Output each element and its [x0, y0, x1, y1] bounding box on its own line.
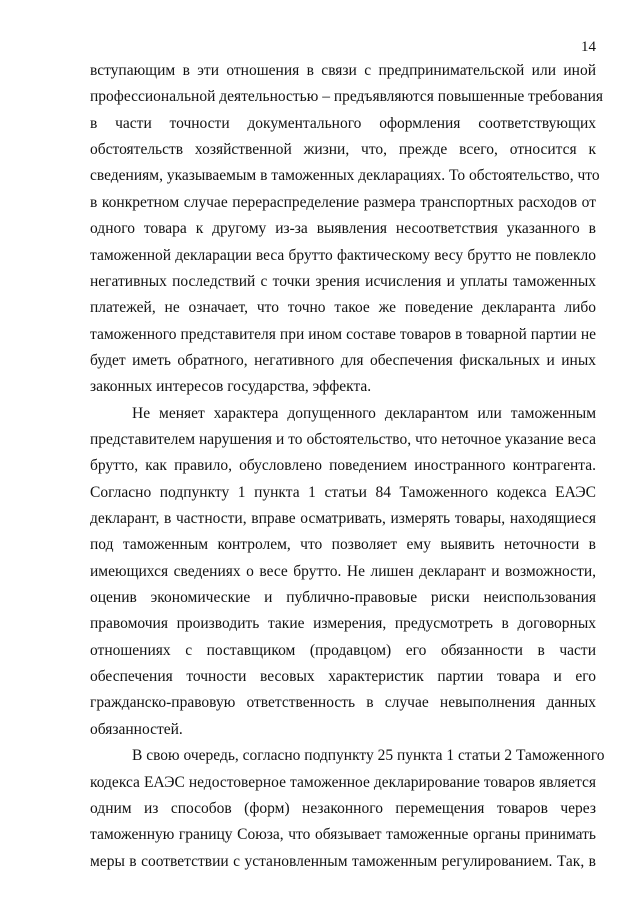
text-line: будет иметь обратного, негативного для обеспечения фискальных и иных	[90, 351, 596, 369]
text-line: законных интересов государства, эффекта.	[90, 378, 372, 396]
text-line: под таможенным контролем, что позволяет ему выявить неточности в	[90, 536, 596, 554]
text-line: сведениям, указываемым в таможенных декларациях. То обстоятельство, что	[90, 167, 600, 185]
text-line: таможенной декларации веса брутто фактическому весу брутто не повлекло	[90, 246, 596, 264]
text-line: в конкретном случае перераспределение размера транспортных расходов от	[90, 193, 596, 211]
text-line: профессиональной деятельностью – предъявляются повышенные требования	[90, 88, 604, 106]
text-line: негативных последствий с точки зрения исчисления и уплаты таможенных	[90, 272, 596, 290]
text-line: кодекса ЕАЭС недостоверное таможенное декларирование товаров является	[90, 773, 596, 791]
text-line: платежей, не означает, что точно такое же поведение декларанта либо	[90, 299, 596, 317]
text-line: Не меняет характера допущенного декларантом или таможенным	[132, 404, 596, 422]
text-line: гражданско-правовую ответственность в случае невыполнения данных	[90, 694, 596, 712]
page-number: 14	[581, 39, 596, 55]
text-line: обеспечения точности весовых характеристик партии товара и его	[90, 668, 596, 686]
text-line: таможенную границу Союза, что обязывает таможенные органы принимать	[90, 826, 596, 844]
text-line: обстоятельств хозяйственной жизни, что, прежде всего, относится к	[90, 141, 596, 159]
text-line: в части точности документального оформления соответствующих	[90, 114, 596, 132]
text-line: В свою очередь, согласно подпункту 25 пункта 1 статьи 2 Таможенного	[132, 747, 605, 765]
text-line: обязанностей.	[90, 720, 183, 738]
text-line: Согласно подпункту 1 пункта 1 статьи 84 Таможенного кодекса ЕАЭС	[90, 483, 596, 501]
text-line: вступающим в эти отношения в связи с предпринимательской или иной	[90, 62, 596, 79]
text-line: меры в соответствии с установленным таможенным регулированием. Так, в	[90, 852, 596, 870]
text-line: правомочия производить такие измерения, предусмотреть в договорных	[90, 615, 596, 633]
text-line: отношениях с поставщиком (продавцом) его обязанности в части	[90, 641, 596, 659]
text-line: одного товара к другому из-за выявления несоответствия указанного в	[90, 220, 596, 238]
text-line: декларант, в частности, вправе осматривать, измерять товары, находящиеся	[90, 510, 596, 527]
text-line: представителем нарушения и то обстоятельство, что неточное указание веса	[90, 430, 596, 448]
text-line: одним из способов (форм) незаконного перемещения товаров через	[90, 799, 596, 817]
text-line: брутто, как правило, обусловлено поведением иностранного контрагента.	[90, 457, 596, 475]
text-line: оценив экономические и публично-правовые риски неиспользования	[90, 589, 596, 606]
text-line: таможенного представителя при ином составе товаров в товарной партии не	[90, 325, 596, 343]
text-line: имеющихся сведениях о весе брутто. Не лишен декларант и возможности,	[90, 562, 596, 580]
